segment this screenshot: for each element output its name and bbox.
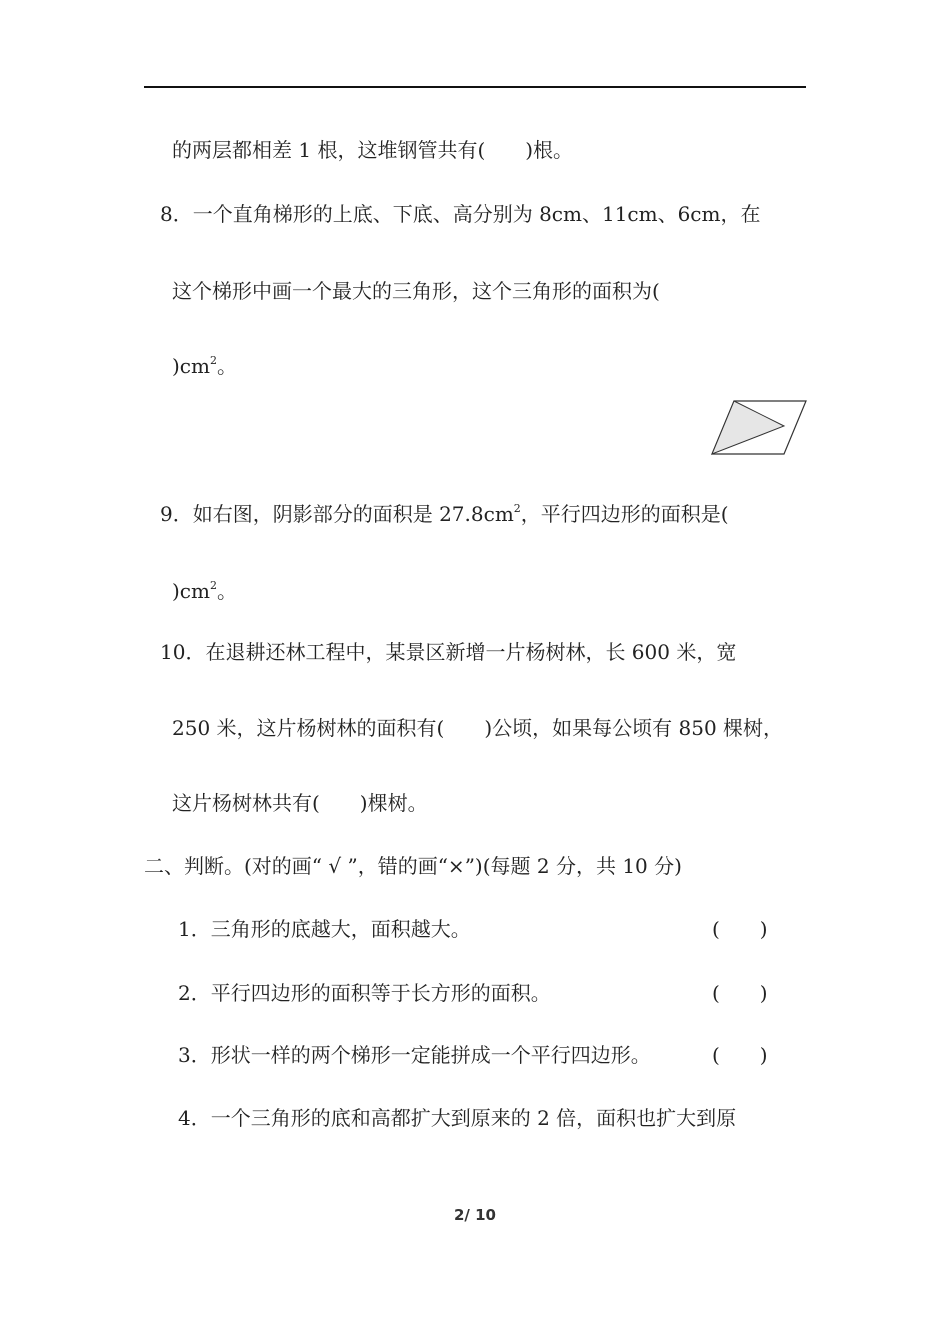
question-9-line-1: 9．如右图，阴影部分的面积是 $27.8cm^2$，平行四边形的面积是( <box>160 502 729 526</box>
judgment-2-answer[interactable]: ( ) <box>712 981 768 1005</box>
question-8-line-3: )$cm^2$。 <box>172 354 237 378</box>
judgment-2: 2．平行四边形的面积等于长方形的面积。 <box>178 981 551 1005</box>
parallelogram-figure <box>708 398 808 458</box>
section-2-heading: 二、判断。(对的画“ √ ”，错的画“×”)(每题 2 分，共 10 分) <box>144 854 682 878</box>
judgment-3: 3．形状一样的两个梯形一定能拼成一个平行四边形。 <box>178 1043 651 1067</box>
shaded-triangle <box>712 401 784 454</box>
question-10-line-2: 250 米，这片杨树林的面积有( )公顷，如果每公顷有 850 棵树， <box>172 716 784 740</box>
judgment-1: 1．三角形的底越大，面积越大。 <box>178 917 471 941</box>
question-9-line-2: )$cm^2$。 <box>172 579 237 603</box>
question-8-line-1: 8．一个直角梯形的上底、下底、高分别为 8cm、11cm、6cm，在 <box>160 202 761 226</box>
header-rule <box>144 86 806 88</box>
q7-continuation: 的两层都相差 1 根，这堆钢管共有( )根。 <box>172 138 574 162</box>
question-10-line-1: 10．在退耕还林工程中，某景区新增一片杨树林，长 600 米，宽 <box>160 640 737 664</box>
judgment-3-answer[interactable]: ( ) <box>712 1043 768 1067</box>
page-number: 2/ 10 <box>453 1206 496 1224</box>
question-10-line-3: 这片杨树林共有( )棵树。 <box>172 791 428 815</box>
judgment-1-answer[interactable]: ( ) <box>712 917 768 941</box>
judgment-4: 4．一个三角形的底和高都扩大到原来的 2 倍，面积也扩大到原 <box>178 1106 737 1130</box>
question-8-line-2: 这个梯形中画一个最大的三角形，这个三角形的面积为( <box>172 279 660 303</box>
